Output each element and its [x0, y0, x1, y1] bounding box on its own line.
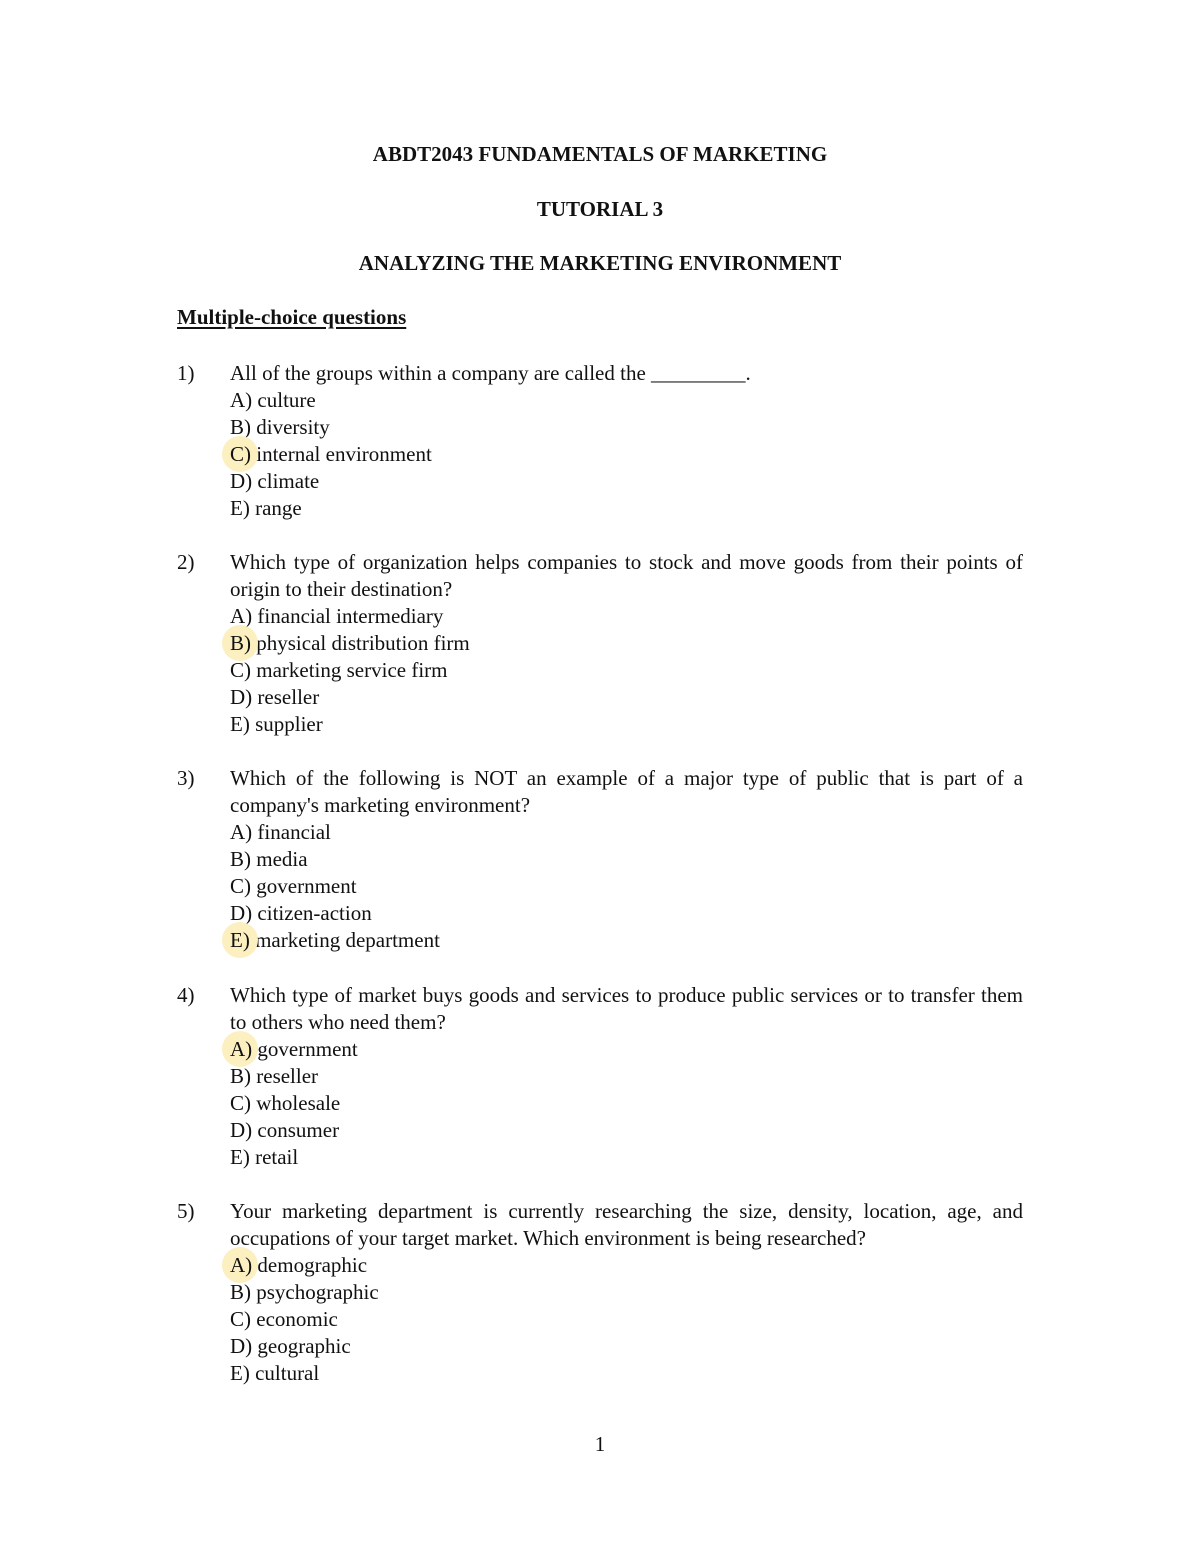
option-letter: B) [230, 1064, 251, 1088]
option-a [230, 603, 1023, 630]
option-e [230, 1360, 1023, 1387]
option-c [230, 1306, 1023, 1333]
question-text: Which of the following is NOT an example of a major type of public that is part of a company's marketing environment? [230, 766, 1023, 817]
option-letter: C) [230, 1307, 251, 1331]
option-letter: D) [230, 685, 253, 709]
option-text: cultural [255, 1361, 320, 1385]
option-letter-highlighted: A) [230, 1037, 253, 1061]
option-letter: B) [230, 847, 251, 871]
topic-title: ANALYZING THE MARKETING ENVIRONMENT [358, 251, 842, 275]
option-a [230, 387, 1023, 414]
option-letter: A) [230, 820, 253, 844]
option-letter: B) [230, 415, 251, 439]
option-e [230, 927, 1023, 954]
option-letter: D) [230, 469, 253, 493]
option-text: marketing department [255, 928, 440, 952]
option-text: diversity [256, 415, 330, 439]
question-body [230, 765, 1023, 954]
option-letter-highlighted: B) [230, 631, 251, 655]
option-letter: C) [230, 1091, 251, 1115]
option-e [230, 711, 1023, 738]
option-b [230, 1063, 1023, 1090]
option-c [230, 873, 1023, 900]
page-number: 1 [594, 1432, 606, 1456]
option-text: demographic [257, 1253, 368, 1277]
question-number: 3) [177, 766, 195, 790]
option-text: internal environment [256, 442, 432, 466]
option-letter-highlighted: C) [230, 442, 251, 466]
option-d [230, 468, 1023, 495]
option-text: consumer [257, 1118, 340, 1142]
option-text: marketing service firm [256, 658, 448, 682]
option-text: culture [257, 388, 316, 412]
option-letter: D) [230, 1334, 253, 1358]
option-letter-highlighted: A) [230, 1253, 253, 1277]
option-letter: E) [230, 1361, 250, 1385]
option-b [230, 1279, 1023, 1306]
option-text: wholesale [256, 1091, 341, 1115]
question-number: 5) [177, 1199, 195, 1223]
option-d [230, 1333, 1023, 1360]
question-number: 2) [177, 550, 195, 574]
option-a [230, 819, 1023, 846]
option-text: government [256, 874, 357, 898]
option-letter: D) [230, 901, 253, 925]
option-c [230, 441, 1023, 468]
option-letter: A) [230, 604, 253, 628]
option-letter: A) [230, 388, 253, 412]
option-e [230, 1144, 1023, 1171]
question-text: Which type of market buys goods and services to produce public services or to transfer them to others who need them? [230, 983, 1023, 1034]
option-b [230, 846, 1023, 873]
question-text: Your marketing department is currently researching the size, density, location, age, and occupations of your target market. Which environment is being researched? [230, 1199, 1023, 1250]
question-number: 1) [177, 361, 195, 385]
option-b [230, 414, 1023, 441]
option-b [230, 630, 1023, 657]
option-text: retail [255, 1145, 299, 1169]
question-body [230, 549, 1023, 738]
question-body [230, 1198, 1023, 1387]
option-a [230, 1252, 1023, 1279]
option-d [230, 1117, 1023, 1144]
section-title: Multiple-choice questions [177, 305, 407, 329]
tutorial-title: TUTORIAL 3 [536, 197, 664, 221]
option-text: citizen-action [257, 901, 372, 925]
option-text: reseller [257, 685, 320, 709]
option-text: range [255, 496, 302, 520]
option-text: financial [257, 820, 331, 844]
option-letter: C) [230, 658, 251, 682]
option-d [230, 684, 1023, 711]
option-letter: D) [230, 1118, 253, 1142]
option-text: government [257, 1037, 358, 1061]
option-letter: E) [230, 496, 250, 520]
option-text: reseller [256, 1064, 319, 1088]
option-d [230, 900, 1023, 927]
option-text: geographic [257, 1334, 351, 1358]
option-letter: E) [230, 1145, 250, 1169]
option-letter: B) [230, 1280, 251, 1304]
option-e [230, 495, 1023, 522]
option-text: climate [257, 469, 320, 493]
option-c [230, 1090, 1023, 1117]
option-letter: E) [230, 712, 250, 736]
option-text: physical distribution firm [256, 631, 470, 655]
option-c [230, 657, 1023, 684]
question-body [230, 982, 1023, 1171]
option-letter-highlighted: E) [230, 928, 250, 952]
option-a [230, 1036, 1023, 1063]
question-body [230, 360, 1023, 522]
option-text: supplier [255, 712, 323, 736]
question-text: All of the groups within a company are called the _________. [230, 361, 751, 385]
question-number: 4) [177, 983, 195, 1007]
option-text: psychographic [256, 1280, 379, 1304]
option-text: economic [256, 1307, 338, 1331]
question-text: Which type of organization helps companies to stock and move goods from their points of origin to their destination? [230, 550, 1023, 601]
option-text: financial intermediary [257, 604, 444, 628]
course-title: ABDT2043 FUNDAMENTALS OF MARKETING [372, 142, 828, 166]
option-text: media [256, 847, 308, 871]
option-letter: C) [230, 874, 251, 898]
